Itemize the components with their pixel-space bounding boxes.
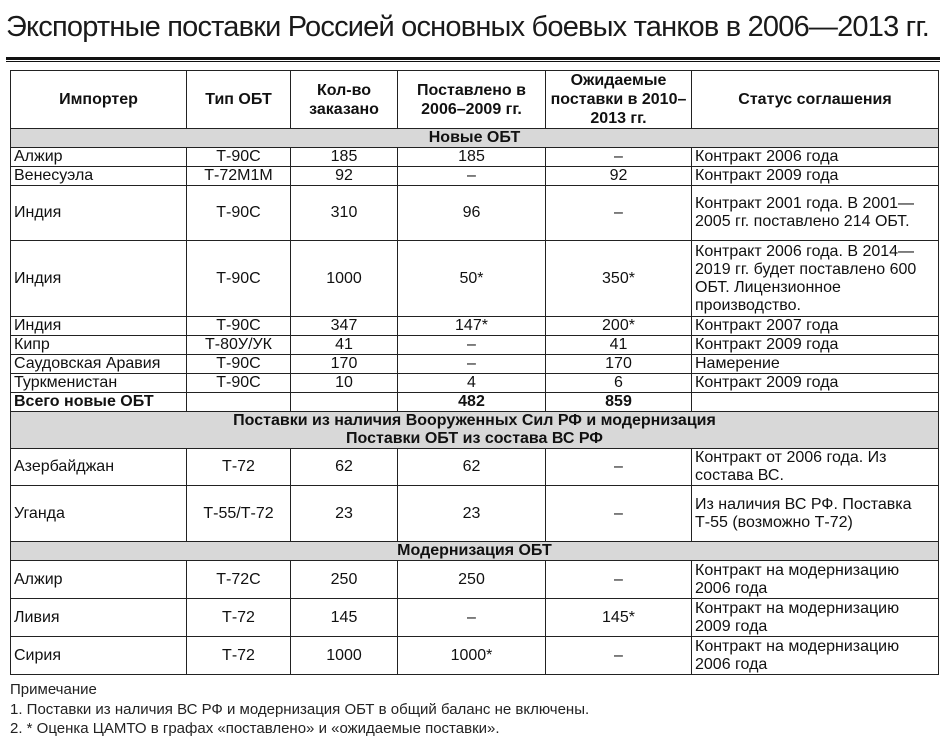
cell-type: Т-80У/УК — [187, 336, 291, 355]
cell-importer: Алжир — [11, 561, 187, 599]
cell-importer: Индия — [11, 186, 187, 241]
header-importer: Импортер — [11, 71, 187, 129]
table-row — [11, 561, 939, 599]
table-row — [11, 336, 939, 355]
table-row — [11, 599, 939, 637]
header-ordered: Кол-во заказано — [291, 71, 398, 129]
cell-expected: – — [546, 561, 692, 599]
total-delivered: 482 — [398, 393, 546, 412]
cell-importer: Туркменистан — [11, 374, 187, 393]
table-row — [11, 374, 939, 393]
cell-delivered: – — [398, 599, 546, 637]
cell-expected: – — [546, 186, 692, 241]
cell-delivered: 185 — [398, 148, 546, 167]
table-row — [11, 186, 939, 241]
cell-type: Т-90С — [187, 355, 291, 374]
cell-delivered: 250 — [398, 561, 546, 599]
cell-expected: 92 — [546, 167, 692, 186]
table-row — [11, 449, 939, 486]
title-rule — [6, 57, 940, 60]
cell-expected: – — [546, 449, 692, 486]
cell-expected: 170 — [546, 355, 692, 374]
cell-importer: Саудовская Аравия — [11, 355, 187, 374]
cell-type: Т-90С — [187, 148, 291, 167]
section-stock-label — [11, 412, 939, 449]
cell-ordered: 250 — [291, 561, 398, 599]
cell-type: Т-72 — [187, 449, 291, 486]
cell-status: Из наличия ВС РФ. Поставка Т-55 (возможно Т-72) — [692, 486, 939, 542]
cell-expected: 6 — [546, 374, 692, 393]
notes — [10, 680, 589, 739]
total-row — [11, 393, 939, 412]
cell-type: Т-90С — [187, 374, 291, 393]
table-row — [11, 486, 939, 542]
cell-ordered: 23 — [291, 486, 398, 542]
cell-type: Т-90С — [187, 241, 291, 317]
cell-expected: 145* — [546, 599, 692, 637]
cell-status: Намерение — [692, 355, 939, 374]
cell-status: Контракт на модернизацию 2006 года — [692, 561, 939, 599]
total-expected: 859 — [546, 393, 692, 412]
note-2: 2. * Оценка ЦАМТО в графах «поставлено» и «ожидаемые поставки». — [10, 720, 500, 737]
header-type: Тип ОБТ — [187, 71, 291, 129]
cell-expected: – — [546, 637, 692, 675]
cell-importer: Индия — [11, 317, 187, 336]
header-status: Статус соглашения — [692, 71, 939, 129]
table-row — [11, 241, 939, 317]
section-modernization-label: Модернизация ОБТ — [11, 542, 939, 561]
header-delivered: Поставлено в 2006–2009 гг. — [398, 71, 546, 129]
cell-ordered: 1000 — [291, 637, 398, 675]
note-1: 1. Поставки из наличия ВС РФ и модернизация ОБТ в общий баланс не включены. — [10, 700, 590, 718]
cell-type: Т-72 — [187, 599, 291, 637]
cell-ordered: 92 — [291, 167, 398, 186]
cell-importer: Уганда — [11, 486, 187, 542]
tank-exports-table — [10, 70, 939, 675]
total-ordered — [291, 393, 398, 412]
cell-status: Контракт 2006 года — [692, 148, 939, 167]
cell-delivered: 62 — [398, 449, 546, 486]
notes-heading: Примечание — [10, 681, 97, 698]
cell-type: Т-90С — [187, 317, 291, 336]
cell-expected: 350* — [546, 241, 692, 317]
cell-status: Контракт на модернизацию 2009 года — [692, 599, 939, 637]
cell-ordered: 41 — [291, 336, 398, 355]
section-new — [11, 129, 939, 148]
cell-importer: Сирия — [11, 637, 187, 675]
cell-delivered: – — [398, 355, 546, 374]
cell-importer: Ливия — [11, 599, 187, 637]
cell-delivered: – — [398, 167, 546, 186]
cell-delivered: 23 — [398, 486, 546, 542]
cell-ordered: 185 — [291, 148, 398, 167]
page-title: Экспортные поставки Россией основных боевых танков в 2006—2013 гг. — [6, 11, 929, 43]
cell-status: Контракт 2009 года — [692, 336, 939, 355]
section-stock-line2: Поставки ОБТ из состава ВС РФ — [346, 430, 603, 447]
cell-expected: 41 — [546, 336, 692, 355]
cell-type: Т-72М1М — [187, 167, 291, 186]
cell-delivered: 4 — [398, 374, 546, 393]
total-type — [187, 393, 291, 412]
cell-status: Контракт 2009 года — [692, 167, 939, 186]
title-rule-thin — [6, 61, 940, 62]
cell-ordered: 1000 — [291, 241, 398, 317]
table-row — [11, 148, 939, 167]
cell-importer: Кипр — [11, 336, 187, 355]
cell-type: Т-72 — [187, 637, 291, 675]
cell-status: Контракт на модернизацию 2006 года — [692, 637, 939, 675]
total-label: Всего новые ОБТ — [11, 393, 187, 412]
cell-expected: – — [546, 486, 692, 542]
total-status — [692, 393, 939, 412]
cell-ordered: 310 — [291, 186, 398, 241]
cell-ordered: 62 — [291, 449, 398, 486]
cell-delivered: – — [398, 336, 546, 355]
header-expected: Ожидаемые поставки в 2010–2013 гг. — [546, 71, 692, 129]
cell-delivered: 1000* — [398, 637, 546, 675]
cell-importer: Алжир — [11, 148, 187, 167]
cell-type: Т-55/Т-72 — [187, 486, 291, 542]
cell-status: Контракт 2001 года. В 2001—2005 гг. поставлено 214 ОБТ. — [692, 186, 939, 241]
section-modernization — [11, 542, 939, 561]
cell-ordered: 347 — [291, 317, 398, 336]
section-stock — [11, 412, 939, 449]
cell-ordered: 10 — [291, 374, 398, 393]
cell-delivered: 147* — [398, 317, 546, 336]
cell-importer: Венесуэла — [11, 167, 187, 186]
cell-type: Т-72С — [187, 561, 291, 599]
header-row — [11, 71, 939, 129]
cell-type: Т-90С — [187, 186, 291, 241]
cell-importer: Азербайджан — [11, 449, 187, 486]
table-row — [11, 637, 939, 675]
cell-delivered: 50* — [398, 241, 546, 317]
table-row — [11, 355, 939, 374]
cell-status: Контракт 2007 года — [692, 317, 939, 336]
section-stock-line1: Поставки из наличия Вооруженных Сил РФ и модернизация — [233, 412, 716, 429]
cell-delivered: 96 — [398, 186, 546, 241]
table-row — [11, 167, 939, 186]
cell-status: Контракт 2009 года — [692, 374, 939, 393]
cell-status: Контракт 2006 года. В 2014—2019 гг. будет поставлено 600 ОБТ. Лицензионное производство. — [692, 241, 939, 317]
table-row — [11, 317, 939, 336]
section-new-label: Новые ОБТ — [11, 129, 939, 148]
cell-expected: 200* — [546, 317, 692, 336]
cell-expected: – — [546, 148, 692, 167]
cell-ordered: 145 — [291, 599, 398, 637]
cell-importer: Индия — [11, 241, 187, 317]
cell-status: Контракт от 2006 года. Из состава ВС. — [692, 449, 939, 486]
cell-ordered: 170 — [291, 355, 398, 374]
